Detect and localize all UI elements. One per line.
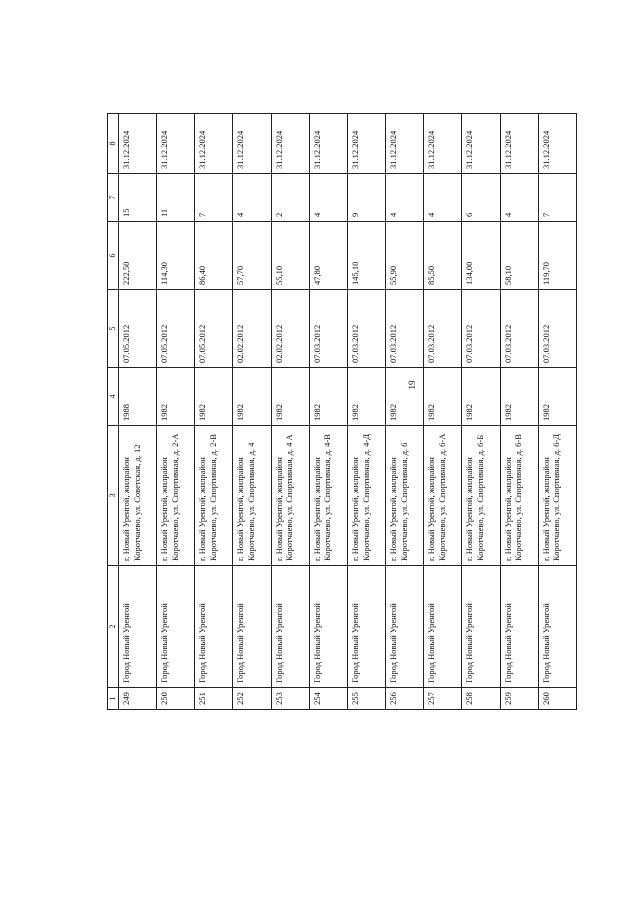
table-body: [119, 114, 577, 710]
address-cell: г. Новый Уренгой, жилрайон Коротчаево, ул. Спортивная, д. 2-А: [157, 426, 195, 566]
address-cell: г. Новый Уренгой, жилрайон Коротчаево, ул. Спортивная, д. 6-А: [424, 426, 462, 566]
table-row: [386, 114, 424, 710]
column-header: 7: [108, 174, 119, 222]
date-cell: 07.03.2012: [309, 290, 347, 368]
table-row: [500, 114, 538, 710]
date-cell: 07.05.2012: [119, 290, 157, 368]
municipality-cell: Город Новый Уренгой: [157, 566, 195, 688]
row-number-cell: 256: [386, 688, 424, 710]
row-number-cell: 254: [309, 688, 347, 710]
date-cell: 07.03.2012: [347, 290, 385, 368]
date-cell: 07.03.2012: [538, 290, 576, 368]
municipality-cell: Город Новый Уренгой: [119, 566, 157, 688]
address-cell: г. Новый Уренгой, жилрайон Коротчаево, ул. Спортивная, д. 2-В: [195, 426, 233, 566]
table-header-row: [108, 114, 119, 710]
address-cell: г. Новый Уренгой, жилрайон Коротчаево, ул. Спортивная, д. 6: [386, 426, 424, 566]
table-row: [233, 114, 271, 710]
end-date-cell: 31.12.2024: [271, 114, 309, 174]
build-year-cell: 1982: [271, 368, 309, 426]
column-header: 5: [108, 290, 119, 368]
row-number-cell: 250: [157, 688, 195, 710]
end-date-cell: 31.12.2024: [119, 114, 157, 174]
count-cell: 15: [119, 174, 157, 222]
build-year-cell: 1982: [309, 368, 347, 426]
table-row: [309, 114, 347, 710]
registry-table: [107, 113, 577, 710]
end-date-cell: 31.12.2024: [386, 114, 424, 174]
area-cell: 55,10: [271, 222, 309, 290]
row-number-cell: 252: [233, 688, 271, 710]
build-year-cell: 1982: [195, 368, 233, 426]
municipality-cell: Город Новый Уренгой: [424, 566, 462, 688]
address-cell: г. Новый Уренгой, жилрайон Коротчаево, ул. Спортивная, д. 4-В: [309, 426, 347, 566]
row-number-cell: 253: [271, 688, 309, 710]
area-cell: 119,70: [538, 222, 576, 290]
build-year-cell: 1988: [119, 368, 157, 426]
count-cell: 7: [195, 174, 233, 222]
date-cell: 02.02.2012: [233, 290, 271, 368]
date-cell: 07.03.2012: [462, 290, 500, 368]
table-row: [538, 114, 576, 710]
count-cell: 7: [538, 174, 576, 222]
table-row: [157, 114, 195, 710]
count-cell: 6: [462, 174, 500, 222]
table-row: [424, 114, 462, 710]
column-header: 4: [108, 368, 119, 426]
count-cell: 4: [386, 174, 424, 222]
municipality-cell: Город Новый Уренгой: [386, 566, 424, 688]
end-date-cell: 31.12.2024: [157, 114, 195, 174]
end-date-cell: 31.12.2024: [233, 114, 271, 174]
row-number-cell: 257: [424, 688, 462, 710]
date-cell: 07.03.2012: [386, 290, 424, 368]
table-row: [347, 114, 385, 710]
municipality-cell: Город Новый Уренгой: [195, 566, 233, 688]
row-number-cell: 255: [347, 688, 385, 710]
end-date-cell: 31.12.2024: [500, 114, 538, 174]
address-cell: г. Новый Уренгой, жилрайон Коротчаево, ул. Советская, д. 12: [119, 426, 157, 566]
date-cell: 02.02.2012: [271, 290, 309, 368]
table-row: [271, 114, 309, 710]
build-year-cell: 1982: [157, 368, 195, 426]
end-date-cell: 31.12.2024: [347, 114, 385, 174]
address-cell: г. Новый Уренгой, жилрайон Коротчаево, ул. Спортивная, д. 4: [233, 426, 271, 566]
build-year-cell: 1982: [233, 368, 271, 426]
count-cell: 11: [157, 174, 195, 222]
area-cell: 134,00: [462, 222, 500, 290]
area-cell: 114,30: [157, 222, 195, 290]
count-cell: 4: [233, 174, 271, 222]
end-date-cell: 31.12.2024: [195, 114, 233, 174]
end-date-cell: 31.12.2024: [462, 114, 500, 174]
municipality-cell: Город Новый Уренгой: [271, 566, 309, 688]
area-cell: 86,40: [195, 222, 233, 290]
table-row: [119, 114, 157, 710]
rotated-table-container: [107, 114, 577, 710]
address-cell: г. Новый Уренгой, жилрайон Коротчаево, ул. Спортивная, д. 6-В: [500, 426, 538, 566]
end-date-cell: 31.12.2024: [309, 114, 347, 174]
build-year-cell: 1982: [500, 368, 538, 426]
build-year-cell: 1982: [462, 368, 500, 426]
area-cell: 145,10: [347, 222, 385, 290]
date-cell: 07.03.2012: [500, 290, 538, 368]
address-cell: г. Новый Уренгой, жилрайон Коротчаево, ул. Спортивная, д. 4 А: [271, 426, 309, 566]
count-cell: 2: [271, 174, 309, 222]
address-cell: г. Новый Уренгой, жилрайон Коротчаево, ул. Спортивная, д. 6-Б: [462, 426, 500, 566]
row-number-cell: 258: [462, 688, 500, 710]
column-header: 6: [108, 222, 119, 290]
address-cell: г. Новый Уренгой, жилрайон Коротчаево, ул. Спортивная, д. 4-Д: [347, 426, 385, 566]
page-number: 19: [407, 380, 417, 390]
build-year-cell: 1982: [424, 368, 462, 426]
municipality-cell: Город Новый Уренгой: [233, 566, 271, 688]
column-header: 1: [108, 688, 119, 710]
municipality-cell: Город Новый Уренгой: [538, 566, 576, 688]
municipality-cell: Город Новый Уренгой: [309, 566, 347, 688]
area-cell: 57,70: [233, 222, 271, 290]
date-cell: 07.03.2012: [424, 290, 462, 368]
count-cell: 4: [500, 174, 538, 222]
row-number-cell: 249: [119, 688, 157, 710]
date-cell: 07.05.2012: [157, 290, 195, 368]
area-cell: 55,90: [386, 222, 424, 290]
municipality-cell: Город Новый Уренгой: [462, 566, 500, 688]
count-cell: 4: [309, 174, 347, 222]
area-cell: 47,80: [309, 222, 347, 290]
area-cell: 58,10: [500, 222, 538, 290]
build-year-cell: 1982: [347, 368, 385, 426]
build-year-cell: 1982: [538, 368, 576, 426]
column-header: 2: [108, 566, 119, 688]
date-cell: 07.05.2012: [195, 290, 233, 368]
column-header: 3: [108, 426, 119, 566]
count-cell: 9: [347, 174, 385, 222]
table-row: [195, 114, 233, 710]
count-cell: 4: [424, 174, 462, 222]
area-cell: 85,50: [424, 222, 462, 290]
build-year-cell: 1982: [386, 368, 424, 426]
area-cell: 222,50: [119, 222, 157, 290]
municipality-cell: Город Новый Уренгой: [347, 566, 385, 688]
column-header: 8: [108, 114, 119, 174]
table-row: [462, 114, 500, 710]
end-date-cell: 31.12.2024: [424, 114, 462, 174]
address-cell: г. Новый Уренгой, жилрайон Коротчаево, ул. Спортивная, д. 6-Д: [538, 426, 576, 566]
end-date-cell: 31.12.2024: [538, 114, 576, 174]
row-number-cell: 251: [195, 688, 233, 710]
row-number-cell: 259: [500, 688, 538, 710]
municipality-cell: Город Новый Уренгой: [500, 566, 538, 688]
row-number-cell: 260: [538, 688, 576, 710]
